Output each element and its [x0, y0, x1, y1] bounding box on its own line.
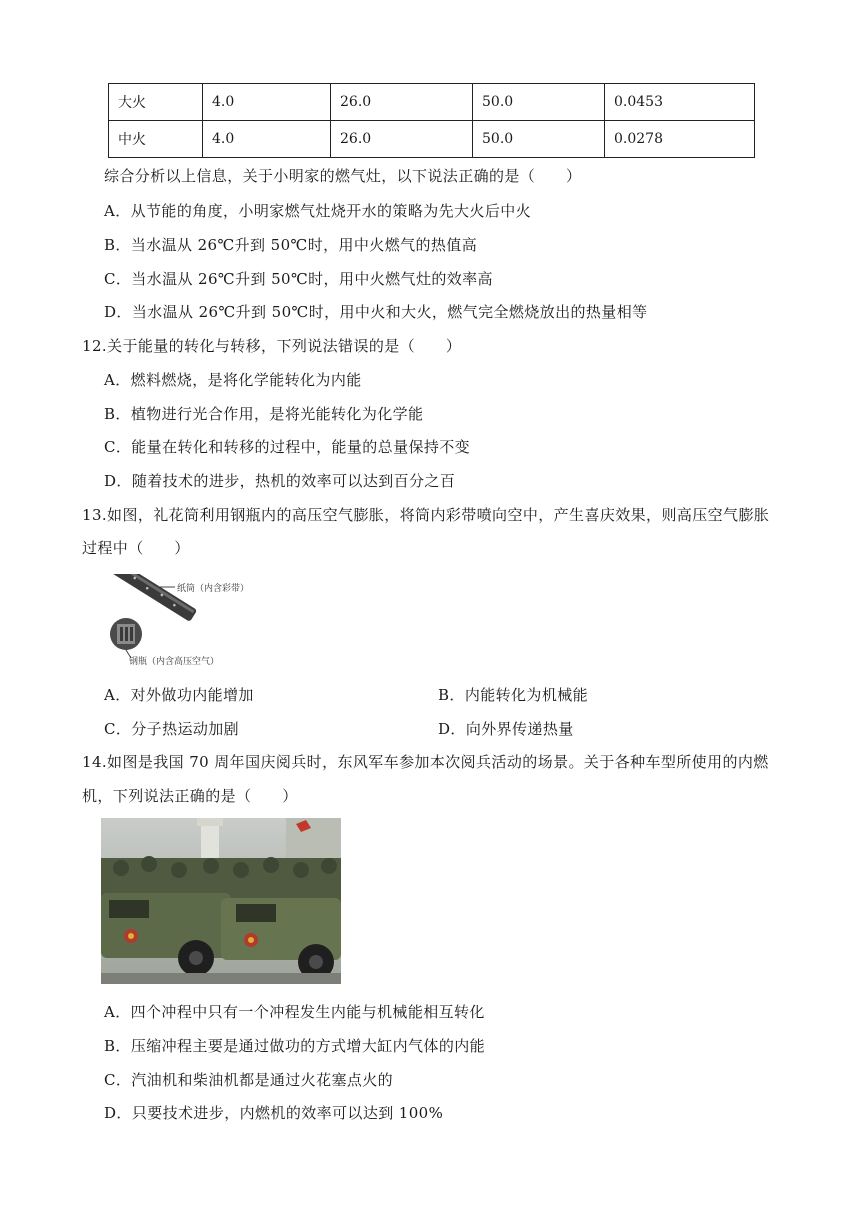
q13-option-a[interactable]: A．对外做功内能增加 — [104, 686, 254, 704]
military-vehicle-photo — [101, 818, 341, 984]
q12-option-d[interactable]: D．随着技术的进步，热机的效率可以达到百分之百 — [104, 472, 456, 490]
bottle-label: 钢瓶（内含高压空气） — [129, 657, 220, 666]
table-cell: 0.0453 — [605, 84, 755, 121]
q14-option-b[interactable]: B．压缩冲程主要是通过做功的方式增大缸内气体的内能 — [104, 1037, 486, 1055]
paper-tube — [108, 574, 197, 622]
table-row — [109, 84, 755, 121]
q12-option-a[interactable]: A．燃料燃烧，是将化学能转化为内能 — [104, 371, 362, 389]
table-cell: 26.0 — [331, 121, 473, 158]
q14-option-c[interactable]: C．汽油机和柴油机都是通过火花塞点火的 — [104, 1071, 394, 1089]
confetti-cannon-illustration — [103, 574, 255, 666]
table-cell: 0.0278 — [605, 121, 755, 158]
q11-stem: 综合分析以上信息，关于小明家的燃气灶，以下说法正确的是（ ） — [104, 167, 582, 185]
q13-option-b[interactable]: B．内能转化为机械能 — [438, 686, 589, 704]
table-cell: 50.0 — [473, 121, 605, 158]
q12-stem: 12.关于能量的转化与转移，下列说法错误的是（ ） — [82, 337, 462, 355]
q11-option-b[interactable]: B．当水温从 26℃升到 50℃时，用中火燃气的热值高 — [104, 236, 478, 254]
table-cell: 4.0 — [203, 84, 331, 121]
q13-option-c[interactable]: C．分子热运动加剧 — [104, 720, 240, 738]
tube-label: 纸筒（内含彩带） — [177, 584, 250, 594]
q14-option-a[interactable]: A．四个冲程中只有一个冲程发生内能与机械能相互转化 — [104, 1003, 485, 1021]
table-cell: 4.0 — [203, 121, 331, 158]
q14-option-d[interactable]: D．只要技术进步，内燃机的效率可以达到 100% — [104, 1104, 444, 1122]
table-cell: 大火 — [109, 84, 203, 121]
q13-stem-line1: 13.如图，礼花筒利用钢瓶内的高压空气膨胀，将筒内彩带喷向空中，产生喜庆效果，则高压空气膨胀 — [82, 506, 770, 524]
q12-option-b[interactable]: B．植物进行光合作用，是将光能转化为化学能 — [104, 405, 424, 423]
q14-stem-line2: 机，下列说法正确的是（ ） — [82, 787, 298, 805]
table-cell: 26.0 — [331, 84, 473, 121]
table-cell: 中火 — [109, 121, 203, 158]
confetti-cannon-figure — [103, 574, 255, 666]
q13-stem-line2: 过程中（ ） — [82, 539, 190, 557]
q13-option-d[interactable]: D．向外界传递热量 — [438, 720, 574, 738]
q11-option-d[interactable]: D．当水温从 26℃升到 50℃时，用中火和大火，燃气完全燃烧放出的热量相等 — [104, 303, 648, 321]
q11-option-c[interactable]: C．当水温从 26℃升到 50℃时，用中火燃气灶的效率高 — [104, 270, 493, 288]
q11-option-a[interactable]: A．从节能的角度，小明家燃气灶烧开水的策略为先大火后中火 — [104, 202, 532, 220]
q12-option-c[interactable]: C．能量在转化和转移的过程中，能量的总量保持不变 — [104, 438, 471, 456]
data-table — [108, 83, 755, 158]
table-row — [109, 121, 755, 158]
table-cell: 50.0 — [473, 84, 605, 121]
q14-stem-line1: 14.如图是我国 70 周年国庆阅兵时，东风军车参加本次阅兵活动的场景。关于各种车型所使用的内燃 — [82, 753, 769, 771]
parade-photo — [101, 818, 341, 984]
